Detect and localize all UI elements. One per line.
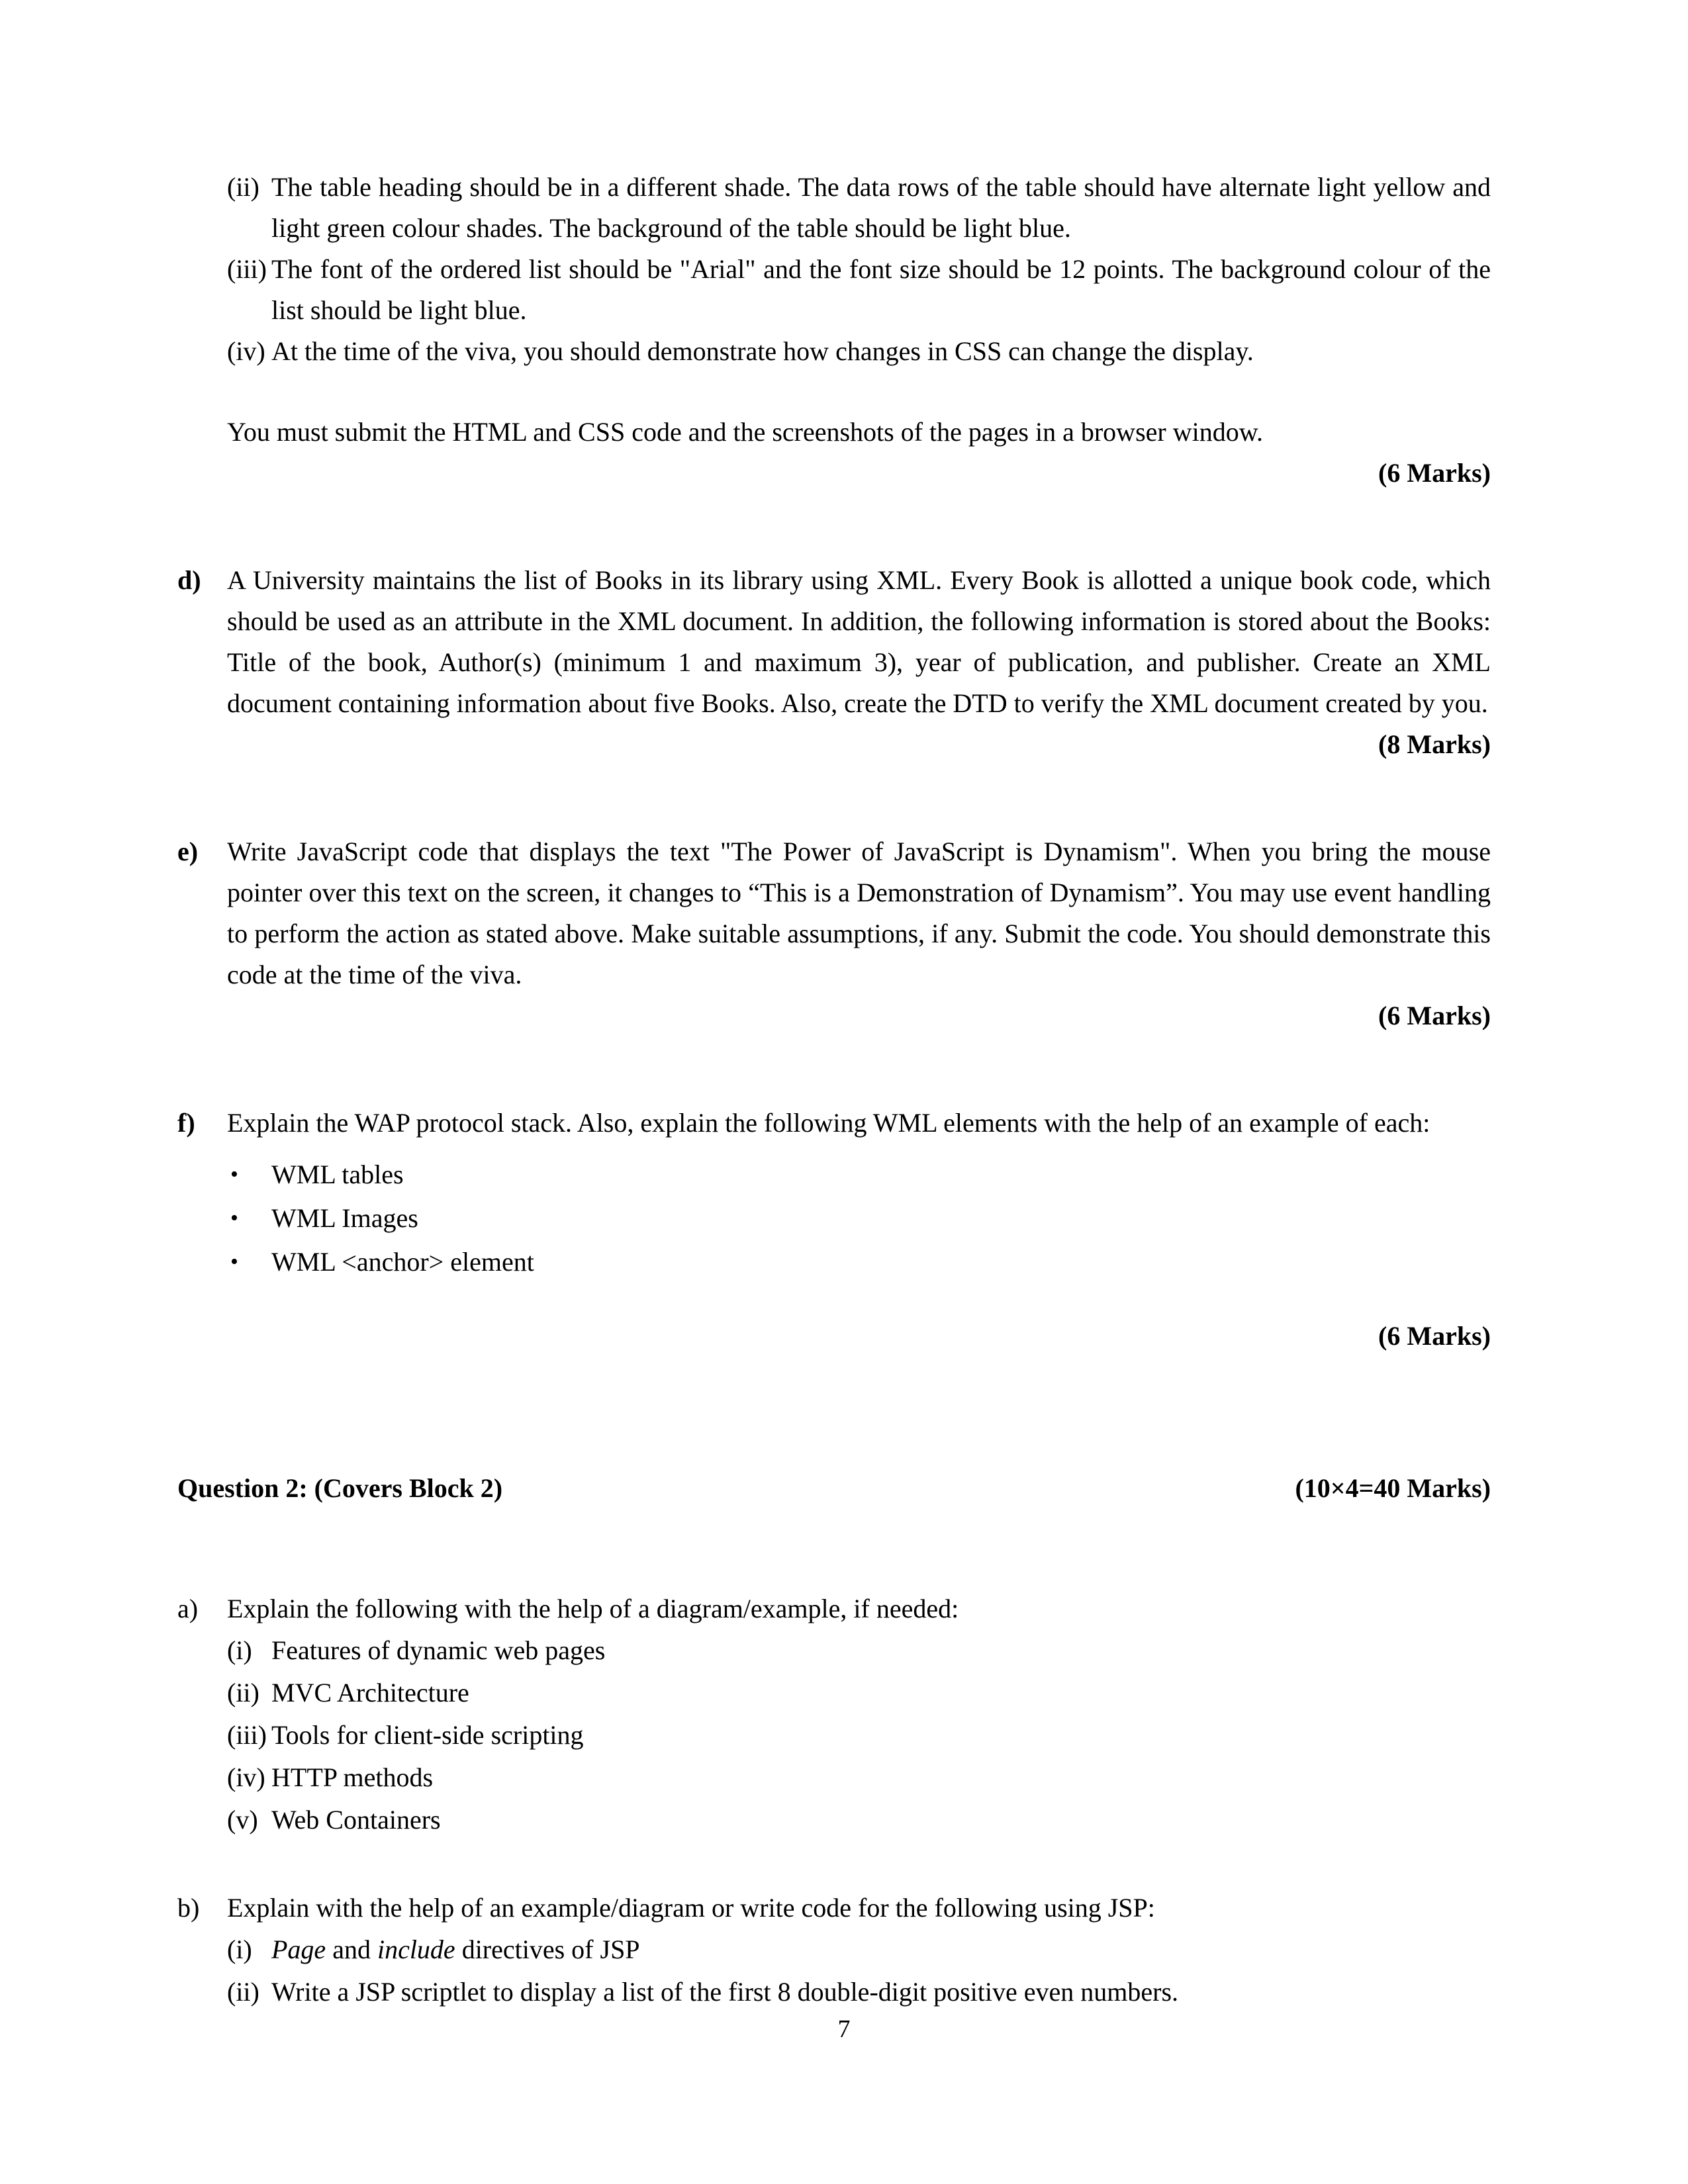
spacer [177,1284,1491,1316]
conjunction-text: and [326,1934,377,1964]
q2a-item-iv [177,1756,1491,1799]
question1-part-d [177,560,1491,724]
italic-include-keyword: include [377,1934,455,1964]
list-marker-ii: (ii) [227,1977,259,2007]
part-marker-a: a) [177,1594,199,1623]
q2a-item-ii [177,1672,1491,1714]
bullet-item-wml-anchor [177,1240,1491,1284]
spacer [177,765,1491,831]
list-text-iv: At the time of the viva, you should demonstrate how changes in CSS can change the display. [271,336,1254,366]
marks-f: (6 Marks) [1378,1321,1491,1351]
question2-part-b [177,1888,1491,1929]
q2a-item-v [177,1799,1491,1841]
part-text-d: A University maintains the list of Books in its library using XML. Every Book is allotted a unique book code, which should be used as an attribute in the XML document. In addition, the following information is stored about the Books: Title of the book, Author(s) (minimum 1 and maximum 3), year of publication, and publisher. Create an XML document containing information about five Books. Also, create the DTD to verify the XML document created by you. [227,565,1491,718]
bullet-icon: • [230,1206,238,1230]
list-marker-iv: (iv) [227,1762,265,1792]
list-item-roman-iii [177,249,1491,331]
question1-part-f [177,1103,1491,1144]
list-text-v: Web Containers [271,1805,441,1835]
page-number: 7 [837,2015,851,2043]
part-text-b: Explain with the help of an example/diagram or write code for the following using JSP: [227,1893,1155,1923]
part-text-a: Explain the following with the help of a diagram/example, if needed: [227,1594,959,1623]
list-marker-i: (i) [227,1635,252,1665]
tail-text: directives of JSP [455,1934,640,1964]
spacer [177,1357,1491,1468]
list-text-ii: The table heading should be in a different shade. The data rows of the table should have alternate light yellow and light green colour shades. The background of the table should be light blue. [271,172,1491,243]
list-marker-iv: (iv) [227,336,265,366]
list-text-iii: The font of the ordered list should be "Arial" and the font size should be 12 points. The background colour of the list should be light blue. [271,254,1491,325]
bullet-icon: • [230,1250,238,1274]
q2b-item-ii [177,1971,1491,2013]
bullet-icon: • [230,1162,238,1187]
question2-part-a [177,1588,1491,1629]
list-text-iv: HTTP methods [271,1762,434,1792]
spacer [177,1036,1491,1103]
bullet-item-wml-tables [177,1153,1491,1197]
bullet-item-wml-images [177,1197,1491,1240]
list-marker-iii: (iii) [227,254,267,284]
question2-title: Question 2: (Covers Block 2) [177,1473,503,1503]
question2-heading-row [177,1468,1491,1509]
list-marker-v: (v) [227,1805,258,1835]
list-text-i [271,1934,640,1964]
spacer [177,1841,1491,1888]
part-marker-b: b) [177,1893,200,1923]
q2a-item-iii [177,1714,1491,1756]
part-marker-d: d) [177,565,201,595]
marks-c: (6 Marks) [1378,458,1491,488]
list-text-i: Features of dynamic web pages [271,1635,606,1665]
page-content [177,167,1491,2013]
submission-note: You must submit the HTML and CSS code and the screenshots of the pages in a browser window. [227,417,1263,447]
bullet-text: WML tables [271,1160,404,1189]
list-text-ii: MVC Architecture [271,1678,469,1707]
list-marker-ii: (ii) [227,1678,259,1707]
part-marker-e: e) [177,837,199,866]
spacer [177,1144,1491,1153]
list-marker-i: (i) [227,1934,252,1964]
marks-d: (8 Marks) [1378,729,1491,759]
list-text-iii: Tools for client-side scripting [271,1720,584,1750]
italic-page-keyword: Page [271,1934,326,1964]
part-text-f: Explain the WAP protocol stack. Also, explain the following WML elements with the help of an example of each: [227,1108,1430,1138]
list-item-roman-iv [177,331,1491,372]
q2a-item-i [177,1629,1491,1672]
marks-e: (6 Marks) [1378,1001,1491,1030]
part-text-e: Write JavaScript code that displays the text "The Power of JavaScript is Dynamism". When you bring the mouse pointer over this text on the screen, it changes to “This is a Demonstration of Dynamism”. You may use event handling to perform the action as stated above. Make suitable assumptions, if any. Submit the code. You should demonstrate this code at the time of the viva. [227,837,1491,989]
spacer [177,372,1491,412]
q2b-item-i [177,1929,1491,1971]
question1-part-e [177,831,1491,995]
spacer [177,1509,1491,1588]
list-item-roman-ii [177,167,1491,249]
bullet-text: WML Images [271,1203,418,1233]
part-marker-f: f) [177,1108,195,1138]
spacer [177,494,1491,560]
list-marker-iii: (iii) [227,1720,267,1750]
bullet-text: WML <anchor> element [271,1247,534,1277]
list-text-ii: Write a JSP scriptlet to display a list of the first 8 double-digit positive even numbers. [271,1977,1179,2007]
list-marker-ii: (ii) [227,172,259,202]
question2-marks: (10×4=40 Marks) [1295,1473,1491,1503]
